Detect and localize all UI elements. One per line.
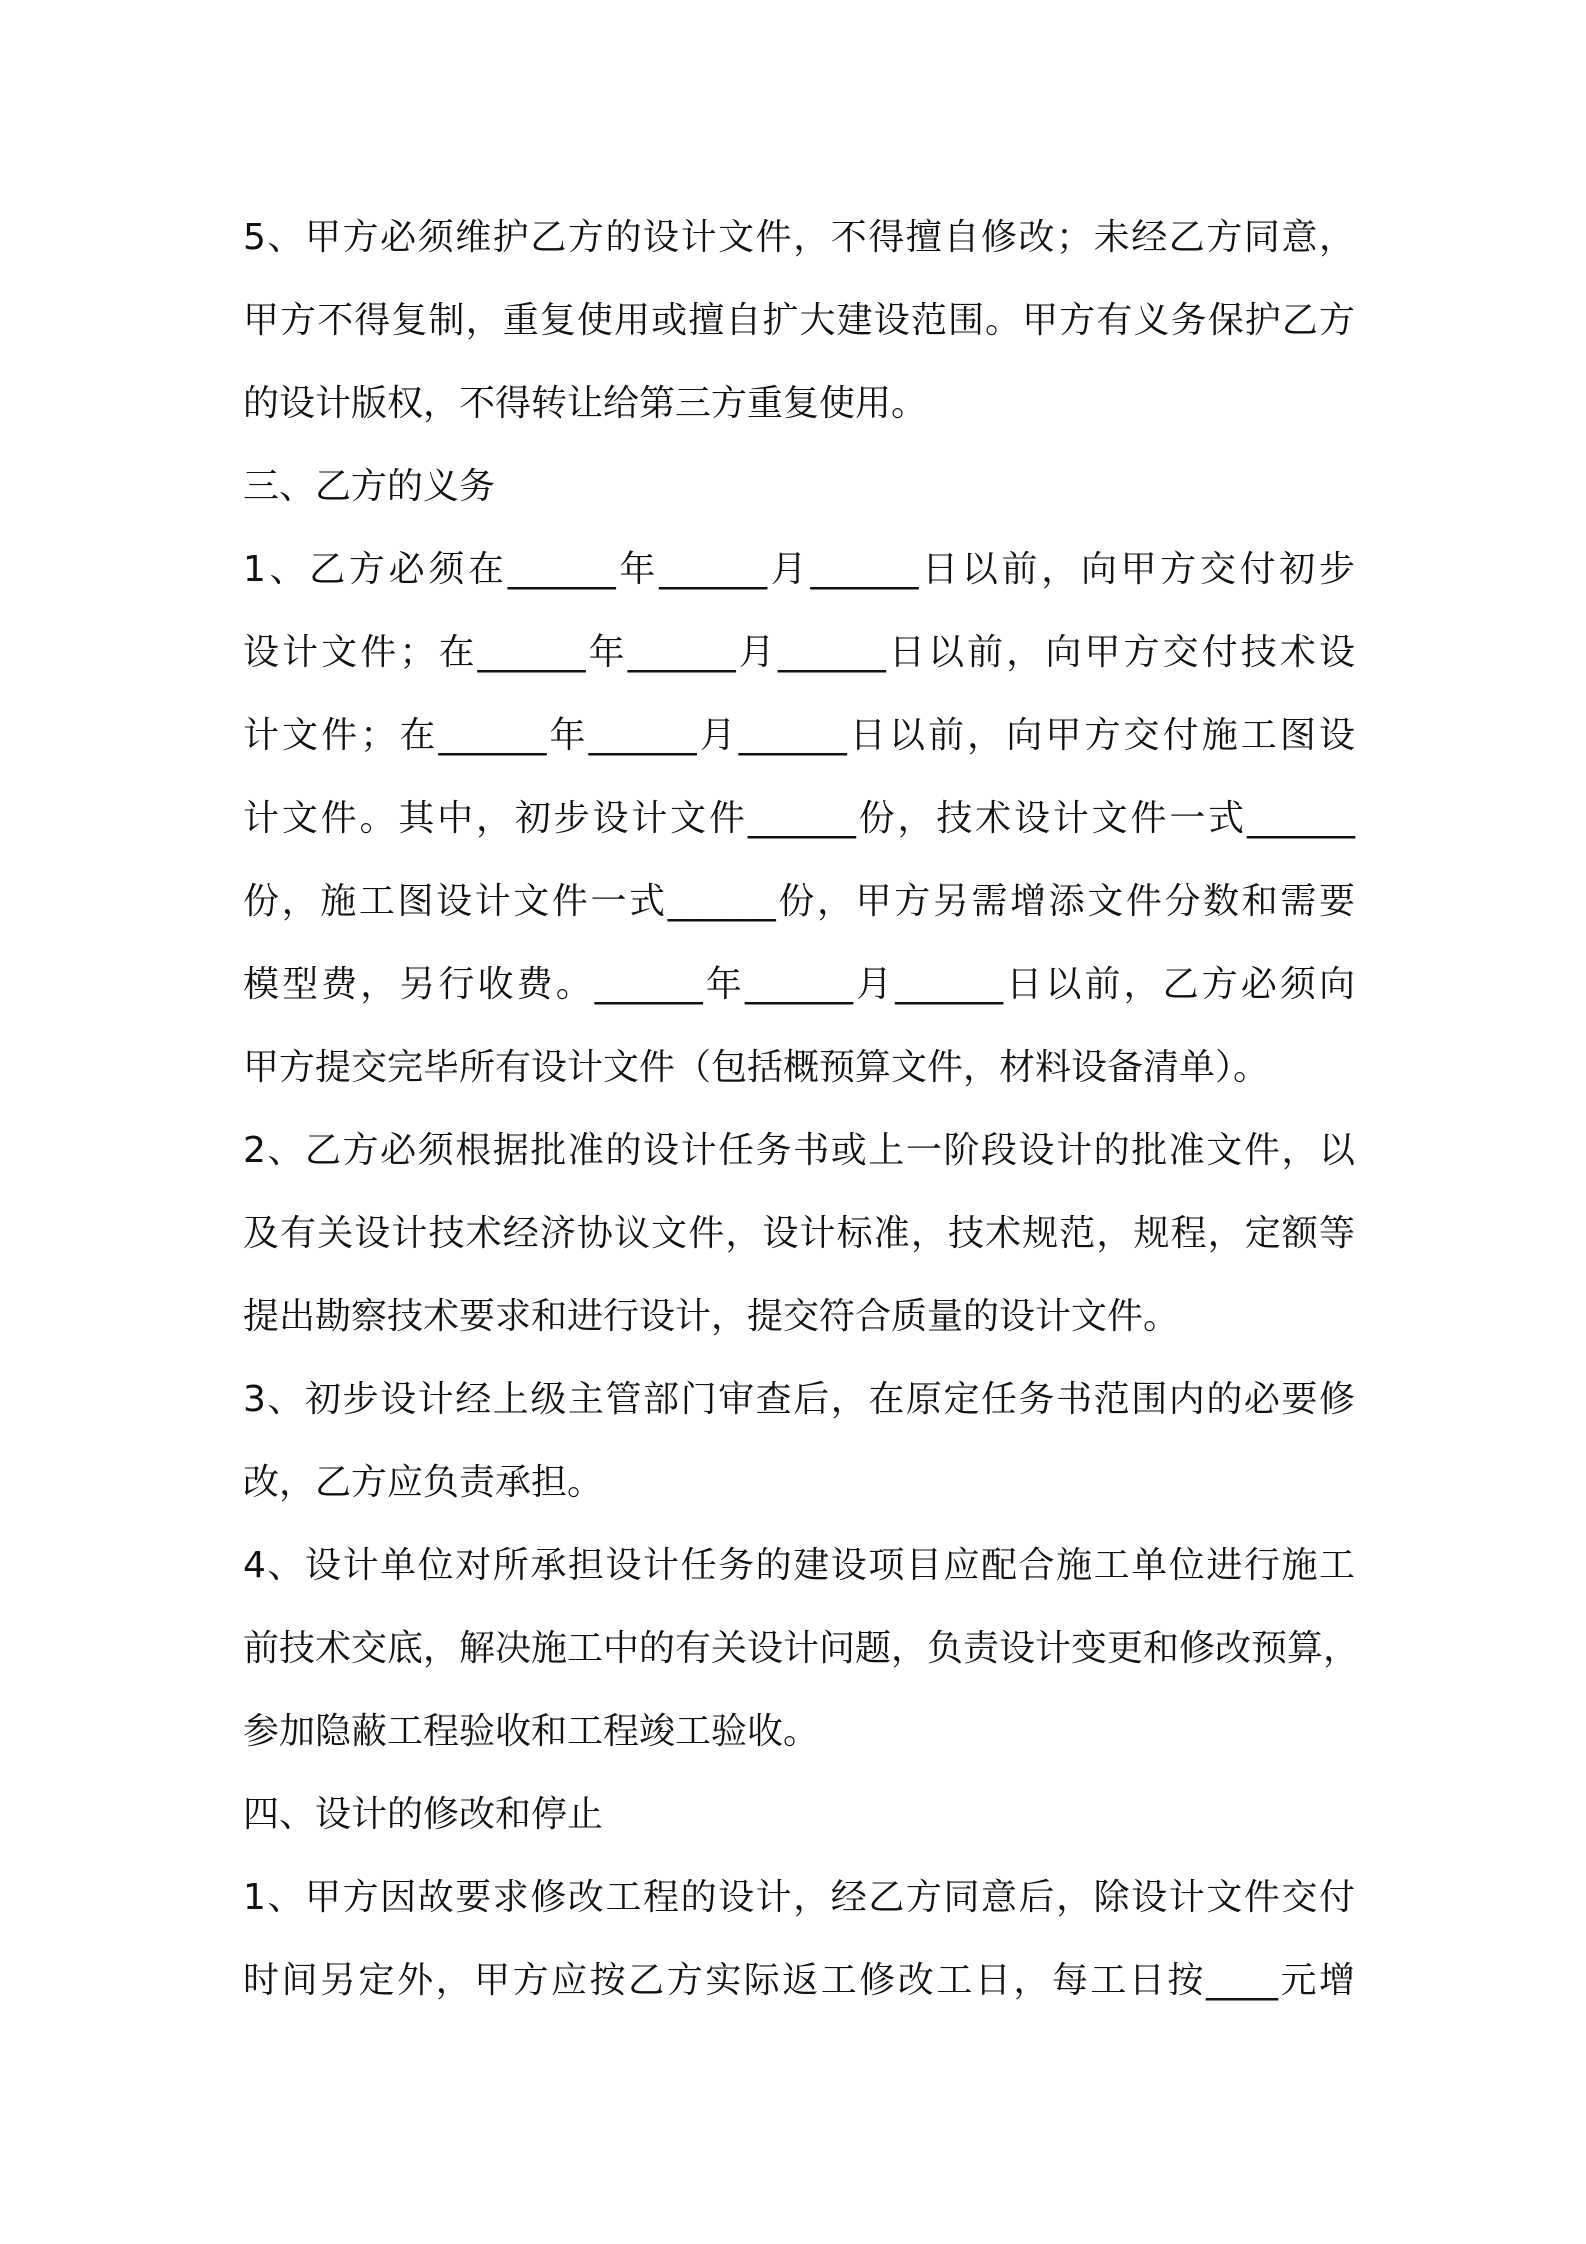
- paragraph-line: 参加隐蔽工程验收和工程竣工验收。: [243, 1711, 820, 1752]
- paragraph-line: 1、甲方因故要求修改工程的设计，经乙方同意后，除设计文件交付: [243, 1877, 1355, 1918]
- paragraph-line: 时间另定外，甲方应按乙方实际返工修改工日，每工日按____元增: [243, 1960, 1355, 2001]
- paragraph-line: 4、设计单位对所承担设计任务的建设项目应配合施工单位进行施工: [243, 1545, 1355, 1586]
- paragraph-line: 设计文件；在______年______月______日以前，向甲方交付技术设: [243, 632, 1355, 673]
- paragraph-line: 份，施工图设计文件一式______份，甲方另需增添文件分数和需要: [243, 881, 1355, 922]
- paragraph-line: 1、乙方必须在______年______月______日以前，向甲方交付初步: [243, 549, 1355, 590]
- section-heading: 三、乙方的义务: [243, 466, 496, 507]
- paragraph-line: 5、甲方必须维护乙方的设计文件，不得擅自修改；未经乙方同意，: [243, 217, 1355, 258]
- section-heading: 四、设计的修改和停止: [243, 1794, 604, 1835]
- paragraph-line: 甲方不得复制，重复使用或擅自扩大建设范围。甲方有义务保护乙方: [243, 300, 1355, 341]
- paragraph-line: 改，乙方应负责承担。: [243, 1462, 604, 1503]
- paragraph-line: 提出勘察技术要求和进行设计，提交符合质量的设计文件。: [243, 1296, 1180, 1337]
- paragraph-line: 模型费，另行收费。______年______月______日以前，乙方必须向: [243, 964, 1355, 1005]
- paragraph-line: 甲方提交完毕所有设计文件（包括概预算文件，材料设备清单）。: [243, 1047, 1270, 1088]
- paragraph-line: 计文件；在______年______月______日以前，向甲方交付施工图设: [243, 715, 1355, 756]
- paragraph-line: 前技术交底，解决施工中的有关设计问题，负责设计变更和修改预算，: [243, 1628, 1360, 1669]
- document-body: [243, 196, 1360, 2022]
- paragraph-line: 的设计版权，不得转让给第三方重复使用。: [243, 383, 928, 424]
- paragraph-line: 计文件。其中，初步设计文件______份，技术设计文件一式______: [243, 798, 1355, 839]
- paragraph-line: 2、乙方必须根据批准的设计任务书或上一阶段设计的批准文件，以: [243, 1130, 1355, 1171]
- paragraph-line: 3、初步设计经上级主管部门审查后，在原定任务书范围内的必要修: [243, 1379, 1355, 1420]
- paragraph-line: 及有关设计技术经济协议文件，设计标准，技术规范，规程，定额等: [243, 1213, 1355, 1254]
